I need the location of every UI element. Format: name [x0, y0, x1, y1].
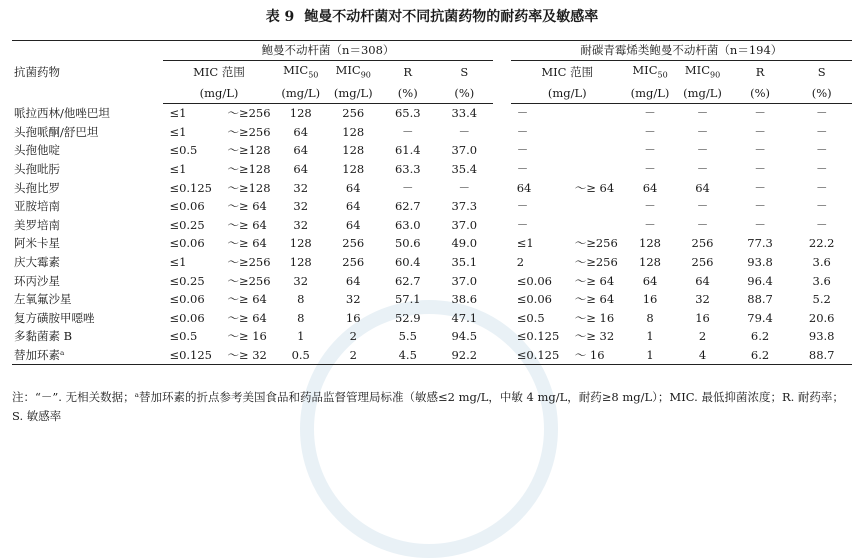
- susceptibility-rate-cell: 37.3: [451, 199, 478, 214]
- resistance-rate-cell: 50.6: [394, 236, 421, 251]
- mic50-cell: 128: [289, 106, 312, 121]
- resistance-rate-cell: 52.9: [394, 310, 421, 325]
- mic90-cell: 128: [342, 161, 365, 176]
- header-mic50: $MIC_{50}$: [283, 62, 319, 79]
- table-row: [12, 253, 852, 272]
- mic-range-high: ～≥256: [227, 124, 271, 139]
- mic-range-high: ～≥128: [227, 161, 271, 176]
- mic-range-cell: [511, 215, 624, 234]
- susceptibility-rate-cell: －: [815, 199, 828, 214]
- mic-range-high: ～≥256: [227, 254, 271, 269]
- mic-range-cell: [163, 234, 274, 253]
- resistance-rate-cell: －: [754, 180, 766, 195]
- header-mic-range: MIC 范围: [541, 64, 594, 79]
- susceptibility-rate-cell: 20.6: [808, 310, 835, 325]
- mic-range-cell: [511, 122, 624, 141]
- drug-name: 环丙沙星: [14, 273, 60, 288]
- resistance-rate-cell: 63.3: [394, 161, 421, 176]
- mic90-cell: 128: [342, 124, 365, 139]
- mic50-cell: 32: [293, 217, 309, 232]
- resistance-rate-cell: －: [754, 161, 766, 176]
- resistance-rate-cell: －: [402, 124, 414, 139]
- mic50-cell: 64: [293, 124, 309, 139]
- mic-range-low: －: [516, 199, 529, 214]
- mic-range-high: ～≥256: [227, 106, 271, 121]
- mic50-cell: －: [644, 106, 656, 121]
- mic-range-cell: [511, 253, 624, 272]
- mic50-cell: 64: [293, 143, 309, 158]
- mic90-cell: －: [696, 143, 709, 158]
- mic50-cell: －: [644, 199, 656, 214]
- mic90-cell: 256: [342, 254, 365, 269]
- mic-range-high: ～≥ 64: [227, 217, 267, 232]
- mic-range-high: ～≥ 64: [227, 310, 267, 325]
- mic-range-low: ≤0.125: [169, 347, 212, 362]
- mic90-cell: －: [696, 199, 709, 214]
- drug-name: 庆大霉素: [14, 254, 60, 269]
- mic50-cell: 64: [642, 180, 658, 195]
- mic-range-high: ～≥128: [227, 143, 271, 158]
- mic-range-cell: [163, 346, 274, 365]
- resistance-rate-cell: 60.4: [394, 254, 421, 269]
- header-pct: (%): [729, 84, 792, 104]
- resistance-table: [12, 40, 852, 365]
- header-r: R: [403, 64, 413, 79]
- mic90-cell: 4: [698, 347, 707, 362]
- susceptibility-rate-cell: 49.0: [451, 236, 478, 251]
- mic-range-low: ≤0.06: [516, 292, 552, 307]
- mic-range-high: ～≥ 64: [574, 292, 615, 307]
- table-row: [12, 103, 852, 122]
- mic90-cell: 16: [695, 310, 710, 325]
- susceptibility-rate-cell: －: [815, 180, 828, 195]
- mic90-cell: 256: [691, 236, 714, 251]
- susceptibility-rate-cell: 38.6: [451, 292, 478, 307]
- mic-range-low: ≤1: [516, 236, 534, 251]
- susceptibility-rate-cell: －: [815, 161, 828, 176]
- mic90-cell: 64: [695, 180, 710, 195]
- table-row: [12, 290, 852, 309]
- resistance-rate-cell: 63.0: [394, 217, 421, 232]
- mic-range-low: ≤0.06: [169, 199, 205, 214]
- resistance-rate-cell: 6.2: [750, 329, 770, 344]
- mic-range-high: ～≥256: [574, 254, 618, 269]
- mic90-cell: 16: [345, 310, 361, 325]
- mic-range-cell: [511, 160, 624, 179]
- table-number: 表 9: [265, 9, 295, 25]
- mic-range-cell: [511, 346, 624, 365]
- mic90-cell: 2: [349, 347, 357, 362]
- mic-range-low: －: [516, 143, 529, 158]
- header-unit: (mg/L): [327, 84, 380, 104]
- mic50-cell: 8: [297, 292, 305, 307]
- header-s: S: [460, 64, 469, 79]
- susceptibility-rate-cell: 88.7: [808, 347, 835, 362]
- mic90-cell: 256: [342, 106, 365, 121]
- table-row: [12, 271, 852, 290]
- resistance-rate-cell: 77.3: [747, 236, 773, 251]
- susceptibility-rate-cell: －: [815, 106, 828, 121]
- mic-range-cell: [511, 234, 624, 253]
- drug-name: 多黏菌素 B: [14, 329, 73, 344]
- table-row: [12, 308, 852, 327]
- resistance-rate-cell: －: [754, 106, 766, 121]
- resistance-rate-cell: 65.3: [394, 106, 421, 121]
- susceptibility-rate-cell: 37.0: [451, 217, 478, 232]
- mic-range-low: －: [516, 217, 529, 232]
- table-footnote: 注：“－”. 无相关数据；ᵃ替加环素的折点参考美国食品和药品监督管理局标准（敏感≤2 mg/L，中敏 4 mg/L，耐药≥8 mg/L）；MIC. 最低抑菌浓度；R. 耐药率；S. 敏感率: [12, 390, 844, 423]
- resistance-rate-cell: 88.7: [747, 292, 773, 307]
- mic-range-high: ～≥ 32: [574, 329, 615, 344]
- header-r: R: [755, 64, 765, 79]
- mic50-cell: 1: [646, 329, 654, 344]
- mic-range-cell: [511, 197, 624, 216]
- mic50-cell: 8: [646, 310, 654, 325]
- mic-range-cell: [163, 215, 274, 234]
- susceptibility-rate-cell: 5.2: [812, 292, 831, 307]
- mic-range-cell: [163, 178, 274, 197]
- mic50-cell: 128: [639, 254, 661, 269]
- mic-range-cell: [511, 308, 624, 327]
- susceptibility-rate-cell: 93.8: [808, 329, 835, 344]
- mic90-cell: －: [696, 161, 709, 176]
- mic90-cell: 64: [695, 273, 710, 288]
- mic-range-low: －: [516, 161, 529, 176]
- drug-name: 美罗培南: [14, 217, 60, 232]
- mic-range-low: ≤0.06: [169, 310, 205, 325]
- mic-range-low: －: [516, 106, 529, 121]
- susceptibility-rate-cell: 22.2: [808, 236, 835, 251]
- mic-range-low: ≤0.25: [169, 273, 205, 288]
- mic90-cell: 64: [345, 273, 361, 288]
- mic-range-low: 2: [516, 254, 525, 269]
- mic-range-high: ～ 16: [574, 347, 605, 362]
- resistance-rate-cell: 57.1: [394, 292, 421, 307]
- mic-range-low: ≤0.5: [516, 310, 545, 325]
- resistance-rate-cell: 5.5: [398, 329, 417, 344]
- susceptibility-rate-cell: 3.6: [812, 254, 831, 269]
- mic90-cell: 256: [342, 236, 365, 251]
- mic50-cell: 128: [289, 254, 312, 269]
- susceptibility-rate-cell: 35.1: [451, 254, 478, 269]
- header-pct: (%): [436, 84, 493, 104]
- drug-name: 头孢他啶: [14, 143, 60, 158]
- mic-range-low: ≤0.25: [169, 217, 205, 232]
- mic-range-low: ≤0.06: [169, 292, 205, 307]
- resistance-rate-cell: 96.4: [747, 273, 773, 288]
- mic90-cell: 2: [698, 329, 707, 344]
- mic-range-cell: [163, 290, 274, 309]
- table-row: [12, 234, 852, 253]
- mic-range-high: ～≥ 64: [574, 180, 615, 195]
- mic-range-cell: [163, 327, 274, 346]
- susceptibility-rate-cell: －: [815, 124, 828, 139]
- susceptibility-rate-cell: 94.5: [451, 329, 478, 344]
- susceptibility-rate-cell: 47.1: [451, 310, 478, 325]
- mic50-cell: 32: [293, 199, 309, 214]
- mic-range-high: ～≥ 16: [574, 310, 615, 325]
- resistance-rate-cell: 62.7: [394, 273, 421, 288]
- mic50-cell: 0.5: [291, 347, 310, 362]
- mic-range-high: ～≥256: [227, 273, 271, 288]
- table-row: [12, 160, 852, 179]
- mic50-cell: 1: [646, 347, 654, 362]
- mic-range-cell: [163, 160, 274, 179]
- table-row: [12, 141, 852, 160]
- header-pct: (%): [379, 84, 436, 104]
- mic50-cell: 64: [293, 161, 309, 176]
- header-unit: (mg/L): [676, 84, 729, 104]
- mic90-cell: －: [696, 106, 709, 121]
- header-s: S: [817, 64, 826, 79]
- table-row: [12, 346, 852, 365]
- mic-range-high: ～≥ 64: [574, 273, 615, 288]
- drug-name: 哌拉西林/他唑巴坦: [14, 105, 110, 120]
- drug-name: 阿米卡星: [14, 236, 60, 251]
- drug-name: 头孢比罗: [14, 180, 60, 195]
- table-row: [12, 215, 852, 234]
- mic-range-cell: [511, 290, 624, 309]
- mic-range-cell: [511, 327, 624, 346]
- drug-name: 头孢哌酮/舒巴坦: [14, 124, 99, 139]
- mic-range-low: ≤0.5: [169, 143, 198, 158]
- mic-range-high: ～≥ 64: [227, 236, 267, 251]
- mic50-cell: 16: [642, 292, 658, 307]
- mic50-cell: 1: [297, 329, 305, 344]
- mic-range-low: －: [516, 124, 529, 139]
- susceptibility-rate-cell: 3.6: [812, 273, 831, 288]
- header-pct: (%): [791, 84, 852, 104]
- mic90-cell: 32: [345, 292, 361, 307]
- table-row: [12, 327, 852, 346]
- table-row: [12, 122, 852, 141]
- resistance-rate-cell: 79.4: [747, 310, 773, 325]
- resistance-rate-cell: －: [754, 124, 766, 139]
- susceptibility-rate-cell: 92.2: [451, 347, 478, 362]
- mic-range-low: ≤0.5: [169, 329, 198, 344]
- susceptibility-rate-cell: 37.0: [451, 273, 478, 288]
- header-mic-range: MIC 范围: [193, 64, 245, 79]
- table-title-text: 鲍曼不动杆菌对不同抗菌药物的耐药率及敏感率: [304, 9, 599, 25]
- mic-range-low: ≤1: [169, 254, 187, 269]
- mic-range-high: ～≥ 16: [227, 329, 267, 344]
- header-group-all: 鲍曼不动杆菌（n＝308）: [163, 41, 492, 61]
- mic-range-low: 64: [516, 180, 532, 195]
- header-unit: (mg/L): [511, 84, 624, 104]
- mic50-cell: 32: [293, 180, 309, 195]
- table-row: [12, 197, 852, 216]
- susceptibility-rate-cell: 37.0: [451, 143, 478, 158]
- header-unit: (mg/L): [274, 84, 327, 104]
- mic-range-cell: [511, 271, 624, 290]
- mic-range-cell: [511, 141, 624, 160]
- mic-range-low: ≤0.125: [516, 347, 560, 362]
- mic50-cell: 128: [289, 236, 312, 251]
- resistance-rate-cell: 4.5: [398, 347, 417, 362]
- drug-name: 左氧氟沙星: [14, 292, 72, 307]
- mic-range-low: ≤0.125: [169, 180, 212, 195]
- mic-range-high: ～≥ 64: [227, 199, 267, 214]
- resistance-rate-cell: 6.2: [750, 347, 770, 362]
- mic50-cell: －: [644, 143, 656, 158]
- mic-range-cell: [163, 197, 274, 216]
- mic90-cell: 32: [695, 292, 710, 307]
- drug-name: 复方磺胺甲噁唑: [14, 310, 95, 325]
- mic50-cell: －: [644, 161, 656, 176]
- mic50-cell: －: [644, 124, 656, 139]
- header-drug: 抗菌药物: [14, 64, 60, 79]
- susceptibility-rate-cell: 35.4: [451, 161, 478, 176]
- mic-range-low: ≤1: [169, 161, 187, 176]
- resistance-rate-cell: －: [754, 143, 766, 158]
- mic90-cell: －: [696, 124, 709, 139]
- header-group-carbapenem-resistant: 耐碳青霉烯类鲍曼不动杆菌（n＝194）: [511, 41, 852, 61]
- header-mic90: $MIC_{90}$: [335, 62, 371, 79]
- mic50-cell: －: [644, 217, 656, 232]
- resistance-rate-cell: －: [754, 199, 766, 214]
- resistance-rate-cell: －: [402, 180, 414, 195]
- mic50-cell: 32: [293, 273, 309, 288]
- mic-range-cell: [511, 103, 624, 122]
- drug-name: 亚胺培南: [14, 199, 60, 214]
- mic90-cell: －: [696, 217, 709, 232]
- header-mic50: $MIC_{50}$: [632, 62, 668, 79]
- drug-name: 头孢吡肟: [14, 161, 60, 176]
- mic-range-low: ≤1: [169, 106, 187, 121]
- resistance-rate-cell: 93.8: [747, 254, 773, 269]
- resistance-rate-cell: －: [754, 217, 766, 232]
- mic90-cell: 256: [691, 254, 714, 269]
- mic-range-cell: [163, 253, 274, 272]
- susceptibility-rate-cell: －: [815, 217, 828, 232]
- mic-range-high: ～≥128: [227, 180, 271, 195]
- drug-name: 替加环素ᵃ: [14, 347, 65, 362]
- susceptibility-rate-cell: －: [458, 180, 471, 195]
- mic50-cell: 64: [642, 273, 658, 288]
- mic-range-cell: [511, 178, 624, 197]
- mic90-cell: 2: [349, 329, 357, 344]
- mic-range-low: ≤0.06: [516, 273, 552, 288]
- mic-range-low: ≤1: [169, 124, 187, 139]
- mic90-cell: 64: [345, 217, 361, 232]
- table-title: [0, 6, 864, 26]
- mic90-cell: 64: [345, 180, 361, 195]
- mic50-cell: 128: [639, 236, 661, 251]
- mic90-cell: 64: [345, 199, 361, 214]
- mic-range-high: ～≥ 32: [227, 347, 267, 362]
- mic-range-cell: [163, 141, 274, 160]
- mic-range-cell: [163, 103, 274, 122]
- header-mic90: $MIC_{90}$: [684, 62, 721, 79]
- mic-range-cell: [163, 308, 274, 327]
- resistance-rate-cell: 62.7: [394, 199, 421, 214]
- header-unit: (mg/L): [624, 84, 677, 104]
- susceptibility-rate-cell: 33.4: [451, 106, 478, 121]
- mic-range-cell: [163, 271, 274, 290]
- mic-range-cell: [163, 122, 274, 141]
- header-unit: (mg/L): [163, 84, 274, 104]
- resistance-rate-cell: 61.4: [394, 143, 421, 158]
- susceptibility-rate-cell: －: [815, 143, 828, 158]
- mic-range-high: ～≥ 64: [227, 292, 267, 307]
- mic-range-low: ≤0.06: [169, 236, 205, 251]
- mic-range-high: ～≥256: [574, 236, 618, 251]
- table-row: [12, 178, 852, 197]
- mic50-cell: 8: [297, 310, 305, 325]
- mic-range-low: ≤0.125: [516, 329, 560, 344]
- susceptibility-rate-cell: －: [458, 124, 471, 139]
- mic90-cell: 128: [342, 143, 365, 158]
